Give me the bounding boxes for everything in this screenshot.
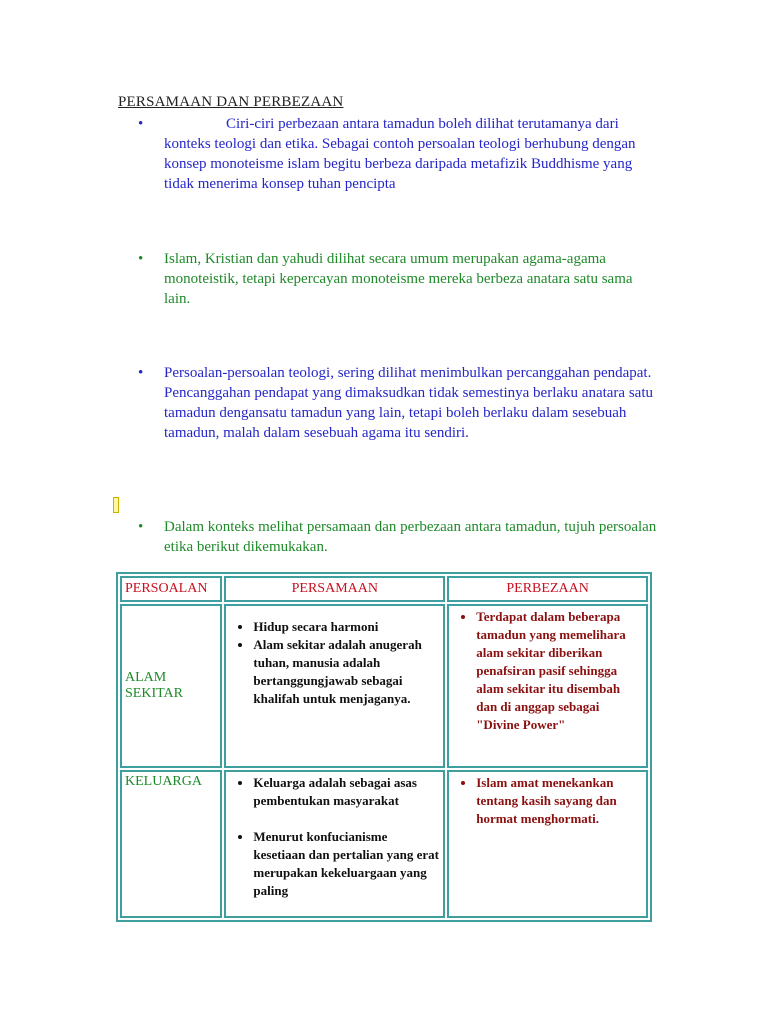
comparison-table (116, 572, 652, 922)
page-heading: PERSAMAAN DAN PERBEZAAN (118, 94, 344, 110)
bullet-icon: • (138, 365, 144, 381)
table-header-row (120, 576, 648, 602)
list-item: • Terdapat dalam beberapa tamadun yang memelihara alam sekitar diberikan penafsiran pasif sehingga alam sekitar itu disembah dan di anggap sebagai "Divine Power" (476, 608, 643, 734)
paragraph-percanggahan (138, 363, 658, 443)
bullet-icon: • (138, 519, 144, 535)
list-item: • Hidup secara harmoni (253, 618, 440, 636)
paragraph-text: Dalam konteks melihat persamaan dan perbezaan antara tamadun, tujuh persoalan etika berikut dikemukakan. (164, 519, 657, 555)
list-item: • Islam amat menekankan tentang kasih sayang dan hormat menghormati. (476, 774, 643, 828)
header-persamaan: PERSAMAAN (224, 576, 445, 602)
list-item: • Alam sekitar adalah anugerah tuhan, manusia adalah bertanggungjawab sebagai khalifah untuk menjaganya. (253, 636, 440, 708)
list-item: • Menurut konfucianisme kesetiaan dan pertalian yang erat merupakan kekeluargaan yang paling (253, 828, 440, 900)
header-perbezaan: PERBEZAAN (447, 576, 648, 602)
paragraph-teologi-etika (138, 114, 658, 194)
cell-perbezaan (447, 770, 648, 918)
list-spacer (253, 810, 440, 828)
cell-perbezaan (447, 604, 648, 768)
paragraph-monoteistik (138, 249, 658, 309)
bullet-icon: • (138, 251, 144, 267)
paragraph-text: Ciri-ciri perbezaan antara tamadun boleh dilihat terutamanya dari konteks teologi dan etika. Sebagai contoh persoalan teologi berhubung dengan konsep monoteisme islam begitu berbeza daripada metafizik Buddhisme yang tidak menerima konsep tuhan pencipta (164, 116, 636, 192)
row-topic-alam-sekitar: ALAM SEKITAR (120, 604, 222, 768)
row-topic-keluarga: KELUARGA (120, 770, 222, 918)
header-persoalan: PERSOALAN (120, 576, 222, 602)
paragraph-text: Persoalan-persoalan teologi, sering dilihat menimbulkan percanggahan pendapat. Pencanggahan pendapat yang dimaksudkan tidak semestinya berlaku anatara satu tamadun dengansatu tamadun yang lain, tetapi boleh berlaku dalam sesebuah tamadun, malah dalam sesebuah agama itu sendiri. (164, 365, 653, 441)
cell-persamaan (224, 770, 445, 918)
table-row (120, 604, 648, 768)
paragraph-persoalan-etika (138, 517, 658, 557)
table-row (120, 770, 648, 918)
cell-persamaan (224, 604, 445, 768)
bullet-icon: • (138, 116, 144, 132)
text-cursor-icon (113, 497, 119, 513)
list-item: • Keluarga adalah sebagai asas pembentukan masyarakat (253, 774, 440, 810)
paragraph-text: Islam, Kristian dan yahudi dilihat secara umum merupakan agama-agama monoteistik, tetapi kepercayan monoteisme mereka berbeza anatara satu sama lain. (164, 251, 633, 307)
